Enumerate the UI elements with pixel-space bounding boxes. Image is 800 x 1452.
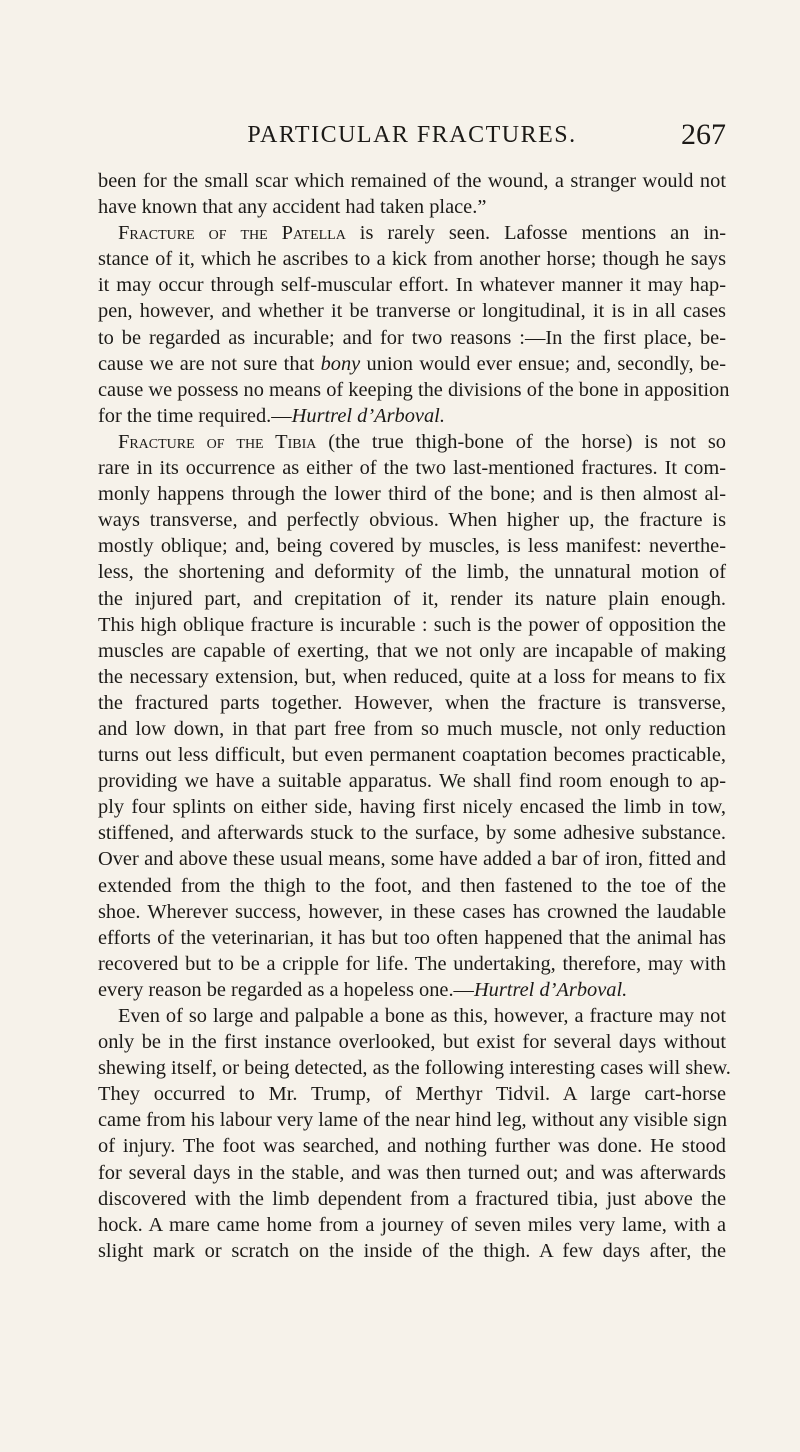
text-line: the necessary extension, but, when reduced, quite at a loss for means to fix (98, 665, 726, 688)
text-run: every reason be regarded as a hopeless one.— (98, 978, 474, 1001)
text-line: the fractured parts together. However, when the fracture is transverse, (98, 691, 726, 714)
text-line: This high oblique fracture is incurable : such is the power of opposition the (98, 613, 726, 636)
text-line: for several days in the stable, and was then turned out; and was afterwards (98, 1161, 726, 1184)
text-line: efforts of the veterinarian, it has but too often happened that the animal has (98, 926, 726, 949)
page-number: 267 (681, 118, 726, 151)
text-line: mostly oblique; and, being covered by muscles, is less manifest: neverthe- (98, 535, 726, 558)
text-line: shoe. Wherever success, however, in these cases has crowned the laudable (98, 900, 726, 923)
text-run: for the time required.— (98, 404, 292, 427)
page-header (98, 118, 726, 158)
text-line: pen, however, and whether it be tranverse or longitudinal, it is in all cases (98, 300, 726, 323)
text-run: is rarely seen. Lafosse mentions an in- (345, 222, 726, 245)
text-line: it may occur through self-muscular effort. In whatever manner it may hap- (98, 274, 726, 297)
text-run: cause we are not sure that (98, 352, 321, 375)
text-line: Over and above these usual means, some have added a bar of iron, fitted and (98, 848, 726, 871)
text-line: only be in the first instance overlooked, but exist for several days without (98, 1031, 726, 1054)
italic-text: Hurtrel d’Arboval. (291, 404, 445, 427)
text-line: muscles are capable of exerting, that we not only are incapable of making (98, 639, 726, 662)
text-line: rare in its occurrence as either of the two last-mentioned fractures. It com- (98, 457, 726, 480)
text-line: and low down, in that part free from so much muscle, not only reduction (98, 717, 726, 740)
text-line: hock. A mare came home from a journey of seven miles very lame, with a (98, 1213, 726, 1236)
text-line (98, 220, 726, 246)
text-run: (the true thigh-bone of the horse) is not so (316, 430, 726, 453)
running-title: PARTICULAR FRACTURES. (247, 122, 577, 148)
text-line (98, 403, 726, 429)
text-line: came from his labour very lame of the near hind leg, without any visible sign (98, 1109, 728, 1132)
text-line: shewing itself, or being detected, as the following interesting cases will shew. (98, 1057, 731, 1080)
text-line: been for the small scar which remained of the wound, a stranger would not (98, 170, 726, 192)
text-line (98, 351, 726, 377)
text-line: have known that any accident had taken place.” (98, 196, 487, 219)
text-line: discovered with the limb dependent from a fractured tibia, just above the (98, 1187, 726, 1210)
italic-text: bony (320, 352, 361, 375)
text-line: cause we possess no means of keeping the divisions of the bone in apposition (98, 378, 730, 401)
text-line: They occurred to Mr. Trump, of Merthyr Tidvil. A large cart-horse (98, 1083, 726, 1106)
text-line: ply four splints on either side, having first nicely encased the limb in tow, (98, 796, 726, 819)
text-run: union would ever ensue; and, secondly, be- (360, 352, 726, 375)
text-line: the injured part, and crepitation of it, render its nature plain enough. (98, 587, 726, 610)
text-line: Even of so large and palpable a bone as this, however, a fracture may not (118, 1005, 726, 1027)
text-line: less, the shortening and deformity of the limb, the unnatural motion of (98, 561, 726, 584)
small-caps-heading: Fracture of the Patella (118, 222, 346, 245)
text-line: stiffened, and afterwards stuck to the surface, by some adhesive substance. (98, 822, 726, 845)
text-line (98, 977, 726, 1003)
text-line: providing we have a suitable apparatus. We shall find room enough to ap- (98, 770, 726, 793)
text-line: stance of it, which he ascribes to a kick from another horse; though he says (98, 248, 726, 271)
text-line: recovered but to be a cripple for life. The undertaking, therefore, may with (98, 952, 726, 975)
text-line: ways transverse, and perfectly obvious. When higher up, the fracture is (98, 509, 726, 532)
text-line: turns out less difficult, but even permanent coaptation becomes practicable, (98, 744, 726, 767)
italic-text: Hurtrel d’Arboval. (473, 978, 628, 1001)
text-line: of injury. The foot was searched, and nothing further was done. He stood (98, 1135, 726, 1158)
text-line: extended from the thigh to the foot, and then fastened to the toe of the (98, 874, 726, 897)
small-caps-heading: Fracture of the Tibia (118, 430, 317, 453)
text-line: slight mark or scratch on the inside of the thigh. A few days after, the (98, 1239, 726, 1262)
text-line: to be regarded as incurable; and for two reasons :—In the first place, be- (98, 326, 726, 349)
text-line (98, 429, 726, 455)
body-text (98, 168, 731, 1264)
text-line: monly happens through the lower third of the bone; and is then almost al- (98, 483, 726, 506)
